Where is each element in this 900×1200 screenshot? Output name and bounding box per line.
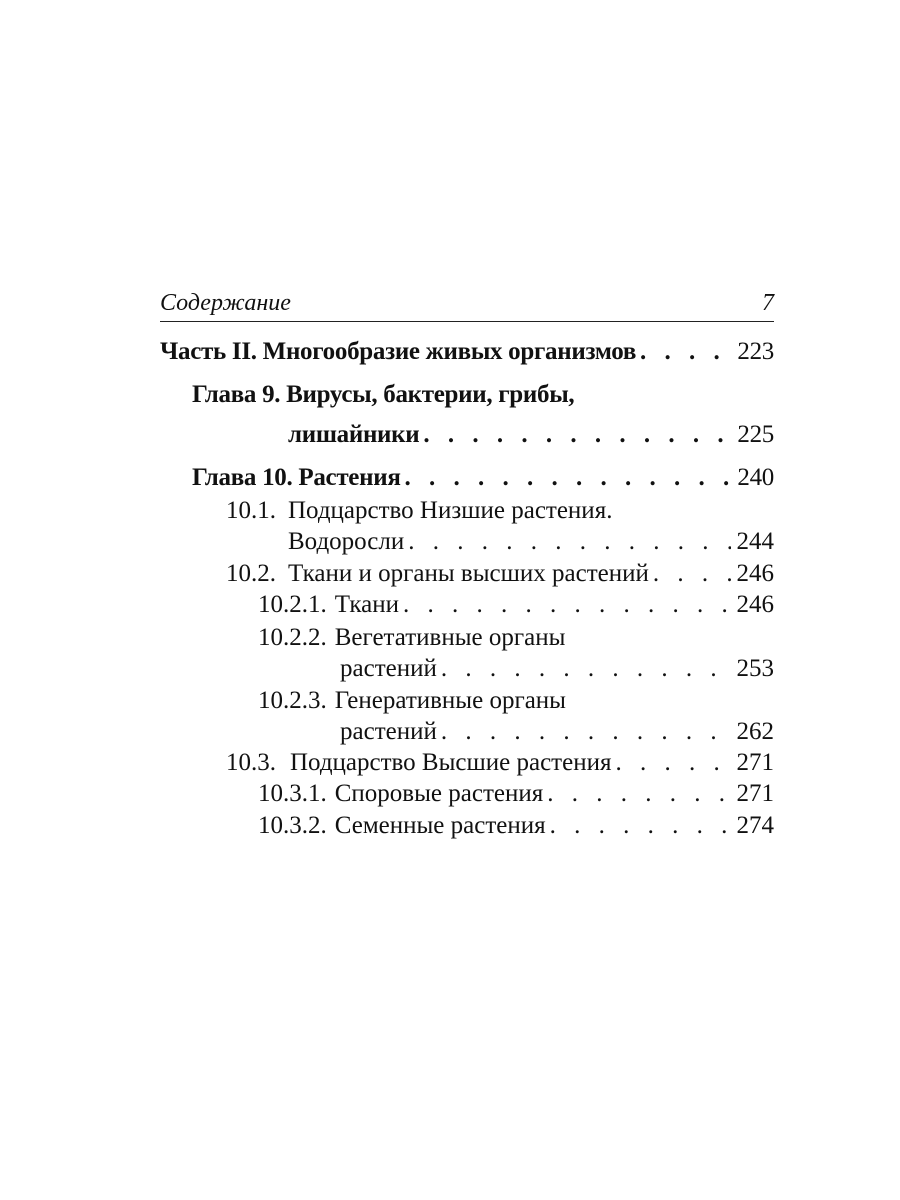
- toc-entry-number: 10.3.2.: [258, 812, 327, 839]
- toc-entry-page: 271: [736, 780, 774, 807]
- leader-dots: [423, 419, 731, 450]
- toc-entry-10-2-2: [258, 622, 774, 684]
- toc-entry-title-continued: растений: [340, 655, 437, 682]
- toc-entry-page: 271: [736, 749, 774, 776]
- toc-entry-10-3-1: [258, 778, 774, 809]
- toc-entry-10-1: [226, 495, 774, 557]
- leader-dots: [405, 462, 732, 493]
- toc-entry-title: Подцарство Высшие растения: [290, 749, 612, 776]
- running-header: [160, 285, 774, 322]
- leader-dots: [403, 589, 730, 620]
- toc-entry-title-continued: Водоросли: [288, 528, 405, 555]
- toc-entry-page: 244: [736, 528, 774, 555]
- toc-entry-number: 10.1.: [226, 497, 276, 524]
- running-title: Содержание: [160, 290, 291, 316]
- toc-entry-part-2: [160, 336, 774, 367]
- leader-dots: [408, 526, 730, 557]
- leader-dots: [550, 810, 731, 841]
- toc-entry-title: Семенные растения: [334, 812, 546, 839]
- leader-dots: [615, 747, 730, 778]
- toc-entry-title-continued: лишайники: [288, 421, 420, 448]
- toc-entry-title: Глава 9. Вирусы, бактерии, грибы,: [192, 381, 575, 408]
- leader-dots: [547, 778, 730, 809]
- toc-entry-10-3-2: [258, 810, 774, 841]
- toc-entry-10-3: [226, 747, 774, 778]
- toc-entry-chapter-10: [192, 462, 774, 493]
- toc-entry-page: 240: [737, 464, 774, 491]
- toc-entry-page: 246: [736, 591, 774, 618]
- toc-entry-page: 253: [736, 655, 774, 682]
- toc-entry-number: 10.3.1.: [258, 780, 327, 807]
- toc-entry-10-2-1: [258, 589, 774, 620]
- toc-entry-number: 10.2.3.: [258, 687, 327, 714]
- toc-entry-page: 223: [737, 338, 774, 365]
- toc-entry-number: 10.2.1.: [258, 591, 327, 618]
- toc-entry-title: Часть II. Многообразие живых организмов: [160, 338, 637, 365]
- toc-entry-page: 225: [737, 421, 774, 448]
- toc-entry-title-continued: растений: [340, 718, 437, 745]
- toc-entry-title: Подцарство Низшие растения.: [288, 497, 613, 524]
- toc-entry-page: 274: [736, 812, 774, 839]
- page-number: 7: [762, 290, 774, 316]
- toc-entry-number: 10.2.: [226, 560, 276, 587]
- toc-entry-page: 262: [736, 718, 774, 745]
- toc-entry-title: Вегетативные органы: [334, 624, 566, 651]
- leader-dots: [653, 558, 731, 589]
- toc-entry-title: Споровые растения: [334, 780, 544, 807]
- toc-entry-chapter-9: [192, 379, 774, 450]
- leader-dots: [441, 716, 731, 747]
- toc-entry-10-2: [226, 558, 774, 589]
- toc-entry-title: Ткани: [334, 591, 400, 618]
- toc-entry-number: 10.3.: [226, 749, 276, 776]
- leader-dots: [441, 653, 731, 684]
- leader-dots: [640, 336, 731, 367]
- toc-entry-title: Ткани и органы высших растений: [288, 560, 649, 587]
- toc-entry-number: 10.2.2.: [258, 624, 327, 651]
- toc-entry-10-2-3: [258, 685, 774, 747]
- toc-entry-title: Глава 10. Растения: [192, 464, 401, 491]
- toc-entry-title: Генеративные органы: [334, 687, 566, 714]
- toc-entry-page: 246: [736, 560, 774, 587]
